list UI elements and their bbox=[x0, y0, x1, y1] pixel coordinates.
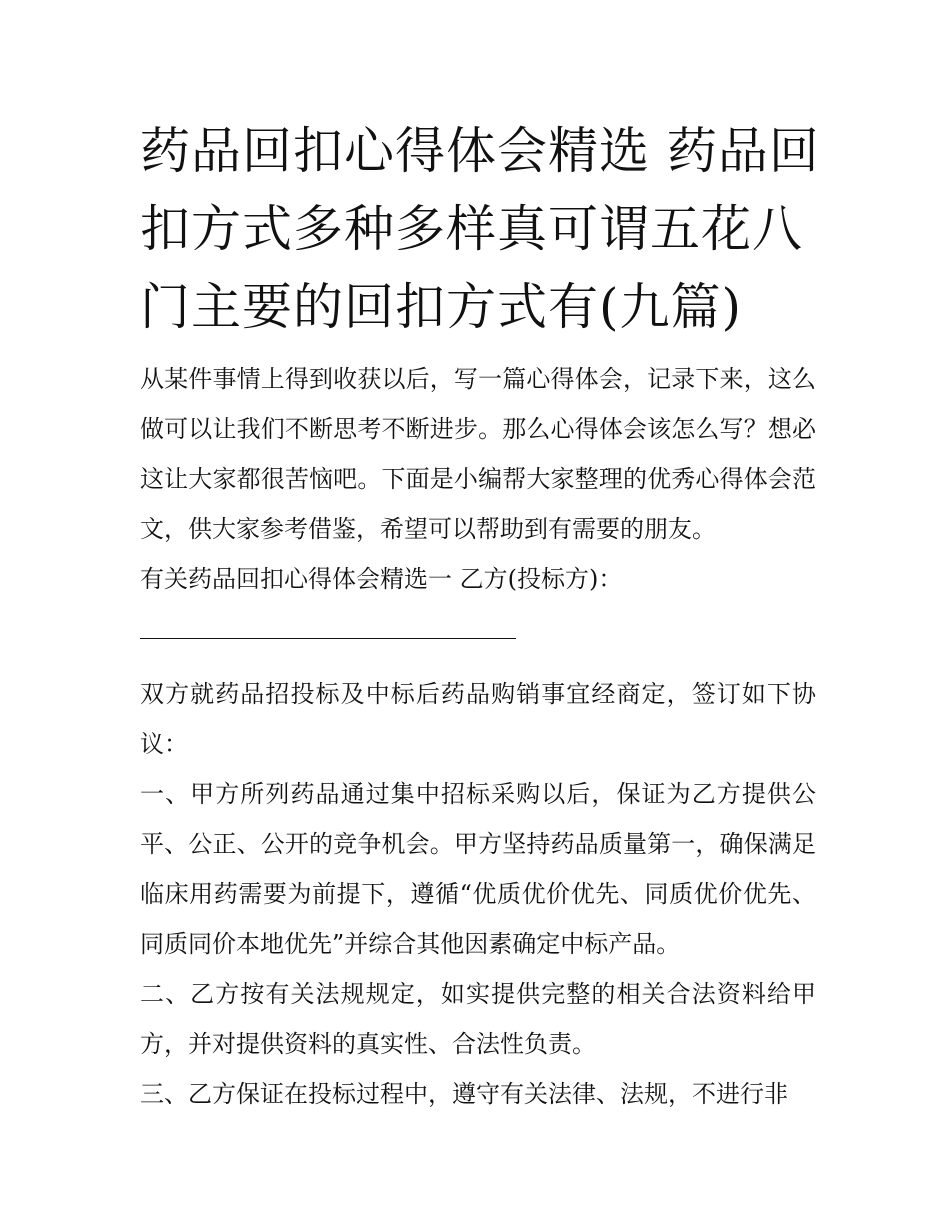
document-body bbox=[140, 354, 816, 1119]
clause-2-paragraph: 二、乙方按有关法规规定，如实提供完整的相关合法资料给甲方，并对提供资料的真实性、合法性负责。 bbox=[140, 980, 816, 1058]
section-heading: 有关药品回扣心得体会精选一 乙方(投标方)： bbox=[140, 565, 623, 593]
clause-3-paragraph: 三、乙方保证在投标过程中，遵守有关法律、法规，不进行非 bbox=[140, 1080, 788, 1108]
document-title: 药品回扣心得体会精选 药品回扣方式多种多样真可谓五花八门主要的回扣方式有(九篇) bbox=[140, 122, 820, 336]
clause-1-paragraph: 一、甲方所列药品通过集中招标采购以后，保证为乙方提供公平、公正、公开的竞争机会。甲方坚持药品质量第一，确保满足临床用药需要为前提下，遵循“优质优价优先、同质优价优先、同质同价本地优先”并综合其他因素确定中标产品。 bbox=[140, 780, 816, 958]
signature-blank-line bbox=[140, 638, 516, 639]
agreement-intro-paragraph: 双方就药品招投标及中标后药品购销事宜经商定，签订如下协议： bbox=[140, 680, 816, 758]
intro-paragraph: 从某件事情上得到收获以后，写一篇心得体会，记录下来，这么做可以让我们不断思考不断进步。那么心得体会该怎么写？想必这让大家都很苦恼吧。下面是小编帮大家整理的优秀心得体会范文，供大家参考借鉴，希望可以帮助到有需要的朋友。 bbox=[140, 365, 816, 543]
